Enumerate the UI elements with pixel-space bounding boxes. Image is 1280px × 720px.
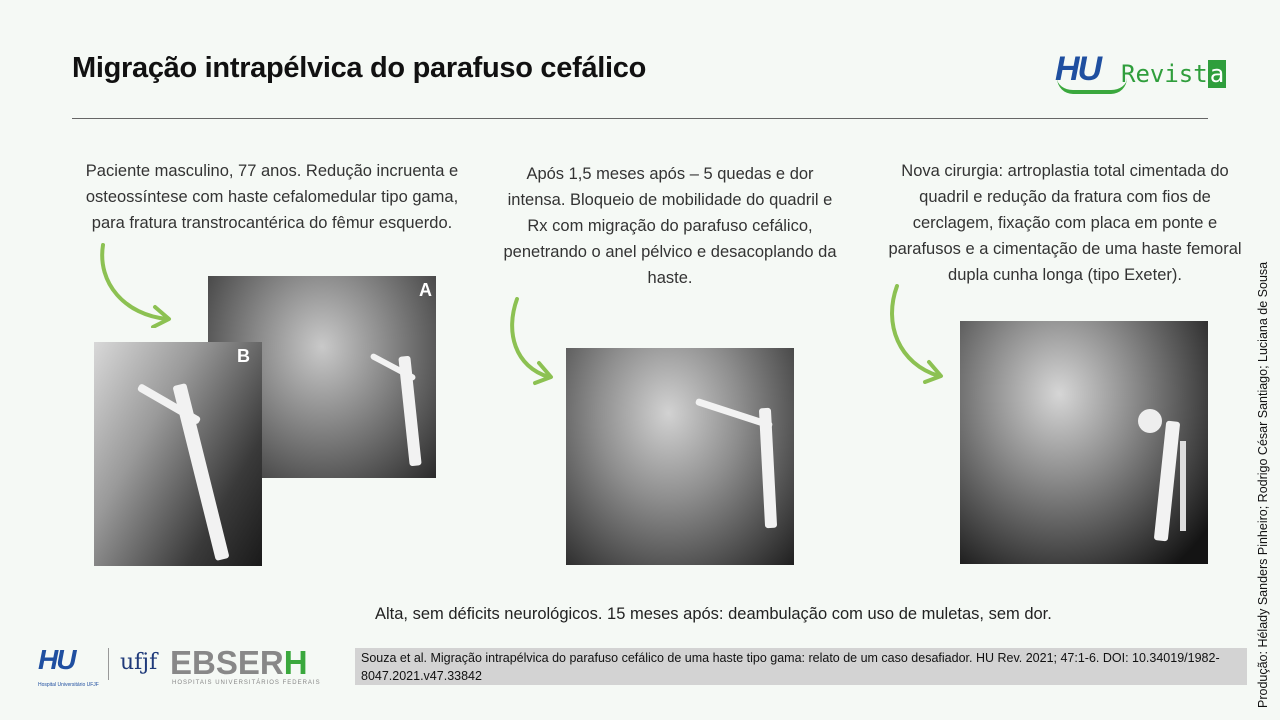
logo-swoosh bbox=[1057, 78, 1127, 94]
xray-image-migration bbox=[566, 348, 794, 565]
xray-image-arthroplasty bbox=[960, 321, 1208, 564]
ebserh-logo-sub: HOSPITAIS UNIVERSITÁRIOS FEDERAIS bbox=[172, 680, 321, 686]
footer-logos bbox=[38, 640, 338, 690]
outcome-text: Alta, sem déficits neurológicos. 15 meses após: deambulação com uso de muletas, sem dor. bbox=[375, 605, 1052, 623]
production-credits: Produção: Hélady Sanders Pinheiro; Rodrigo César Santiago; Luciana de Sousa bbox=[1256, 261, 1270, 708]
arrow-icon-1 bbox=[95, 243, 180, 328]
xray-screw bbox=[137, 383, 202, 425]
ufjf-logo: ufjf bbox=[120, 650, 158, 675]
case-paragraph-2: Após 1,5 meses após – 5 quedas e dor intensa. Bloqueio de mobilidade do quadril e Rx com migração do parafuso cefálico, penetrando o anel pélvico e desacoplando da haste. bbox=[503, 165, 837, 287]
image-label-a: A bbox=[419, 280, 432, 300]
xray-plate bbox=[1180, 441, 1186, 531]
logo-divider bbox=[108, 648, 109, 680]
hu-footer-logo-sub: Hospital Universitário UFJF bbox=[38, 682, 99, 688]
revista-wordmark: Revista bbox=[1121, 60, 1225, 88]
arrow-icon-3 bbox=[885, 284, 950, 384]
xray-stem bbox=[1154, 421, 1180, 542]
xray-image-b bbox=[94, 342, 262, 566]
arrow-icon-2 bbox=[505, 297, 560, 387]
hu-logo-mark: HU bbox=[1055, 50, 1101, 88]
page-title: Migração intrapélvica do parafuso cefálico bbox=[72, 52, 647, 84]
title-divider bbox=[72, 118, 1208, 119]
xray-femoral-head bbox=[1138, 409, 1162, 433]
case-paragraph-3: Nova cirurgia: artroplastia total cimentada do quadril e redução da fratura com fios de cerclagem, fixação com placa em ponte e parafusos e a cimentação de uma haste femoral dupla cunha longa (tipo Exeter). bbox=[888, 162, 1242, 284]
image-label-b: B bbox=[237, 346, 250, 366]
citation-box: Souza et al. Migração intrapélvica do parafuso cefálico de uma haste tipo gama: relato de um caso desafiador. HU Rev. 2021; 47:1-6. DOI: 10.34019/1982-8047.2021.v47.33842 bbox=[355, 648, 1247, 685]
hu-footer-logo: HU bbox=[38, 644, 75, 675]
case-paragraph-1: Paciente masculino, 77 anos. Redução incruenta e osteossíntese com haste cefalomedular tipo gama, para fratura transtrocantérica do fêmur esquerdo. bbox=[85, 162, 459, 232]
hu-revista-logo bbox=[1055, 50, 1250, 96]
ebserh-logo: EBSERH bbox=[170, 644, 308, 681]
